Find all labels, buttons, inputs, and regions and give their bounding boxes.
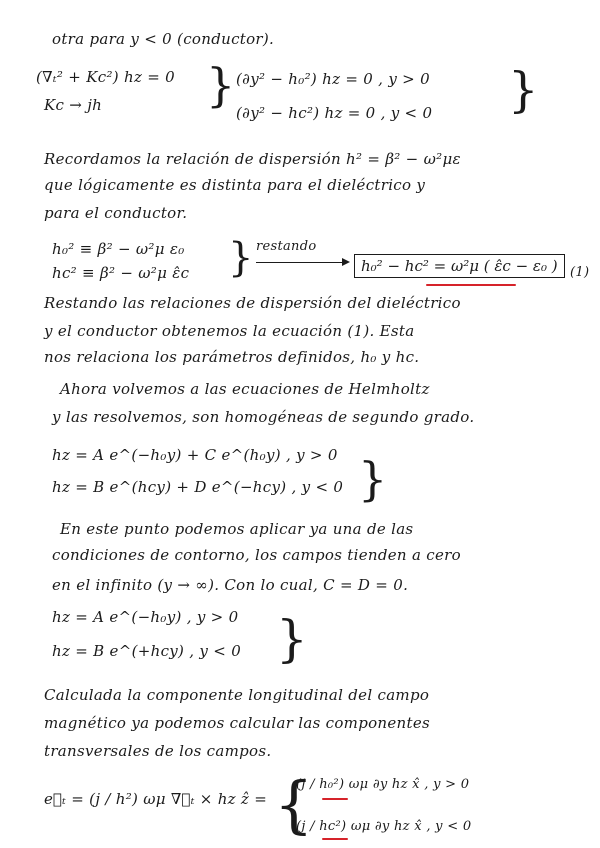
equation-dielectric: (∂y² − h₀²) hz = 0 , y > 0 [236,70,430,88]
text-line-13: Calculada la componente longitudinal del campo [44,686,430,704]
equation-hc: hc² ≡ β² − ω²μ ε̂c [52,264,190,282]
restando-label: restando [256,239,317,254]
red-underline [426,284,516,286]
text-line-15: transversales de los campos. [44,742,272,760]
equation-et-dielectric: (j / h₀²) ωμ ∂y hz x̂ , y > 0 [296,777,470,792]
equation-final-1: hz = A e^(−h₀y) , y > 0 [52,608,239,626]
text-line-4: para el conductor. [44,204,188,222]
arrow-icon [256,262,348,263]
red-underline [322,798,348,800]
text-line-6: y el conductor obtenemos la ecuación (1). Esta [44,322,415,340]
text-line-12: en el infinito (y → ∞). Con lo cual, C = D = 0. [52,576,409,594]
text-line-10: En este punto podemos aplicar ya una de las [60,520,414,538]
left-brace: { [274,768,314,841]
text-line-1: otra para y < 0 (conductor). [52,30,275,48]
right-brace: } [508,62,539,118]
right-brace: } [358,452,388,506]
equation-et-conductor: (j / hc²) ωμ ∂y hz x̂ , y < 0 [296,819,472,834]
text-line-11: condiciones de contorno, los campos tienden a cero [52,546,461,564]
text-line-2: Recordamos la relación de dispersión h² = β² − ω²με [44,150,461,168]
red-underline [322,838,348,840]
right-brace: } [276,610,308,668]
text-line-3: que lógicamente es distinta para el dieléctrico y [44,176,426,194]
text-line-8: Ahora volvemos a las ecuaciones de Helmholtz [60,380,430,398]
equation-conductor: (∂y² − hc²) hz = 0 , y < 0 [236,104,433,122]
right-brace: } [206,58,236,112]
equation-solution-1: hz = A e^(−h₀y) + C e^(h₀y) , y > 0 [52,446,338,464]
right-brace: } [228,235,254,281]
equation-helmholtz: (∇ₜ² + Kc²) hz = 0 [36,68,175,86]
text-line-9: y las resolvemos, son homogéneas de segundo grado. [52,408,475,426]
equation-et: e⃗ₜ = (j / h²) ωμ ∇⃗ₜ × hz ẑ = [44,790,268,808]
equation-h0: h₀² ≡ β² − ω²μ ε₀ [52,240,185,258]
text-line-14: magnético ya podemos calcular las componentes [44,714,431,732]
text-line-5: Restando las relaciones de dispersión del dieléctrico [44,294,461,312]
equation-final-2: hz = B e^(+hcy) , y < 0 [52,642,242,660]
equation-number: (1) [570,265,590,280]
boxed-equation-1: h₀² − hc² = ω²μ ( ε̂c − ε₀ ) [354,254,565,278]
text-line-7: nos relaciona los parámetros definidos, h₀ y hc. [44,348,420,366]
equation-kc-substitution: Kc → jh [44,96,103,114]
equation-solution-2: hz = B e^(hcy) + D e^(−hcy) , y < 0 [52,478,344,496]
